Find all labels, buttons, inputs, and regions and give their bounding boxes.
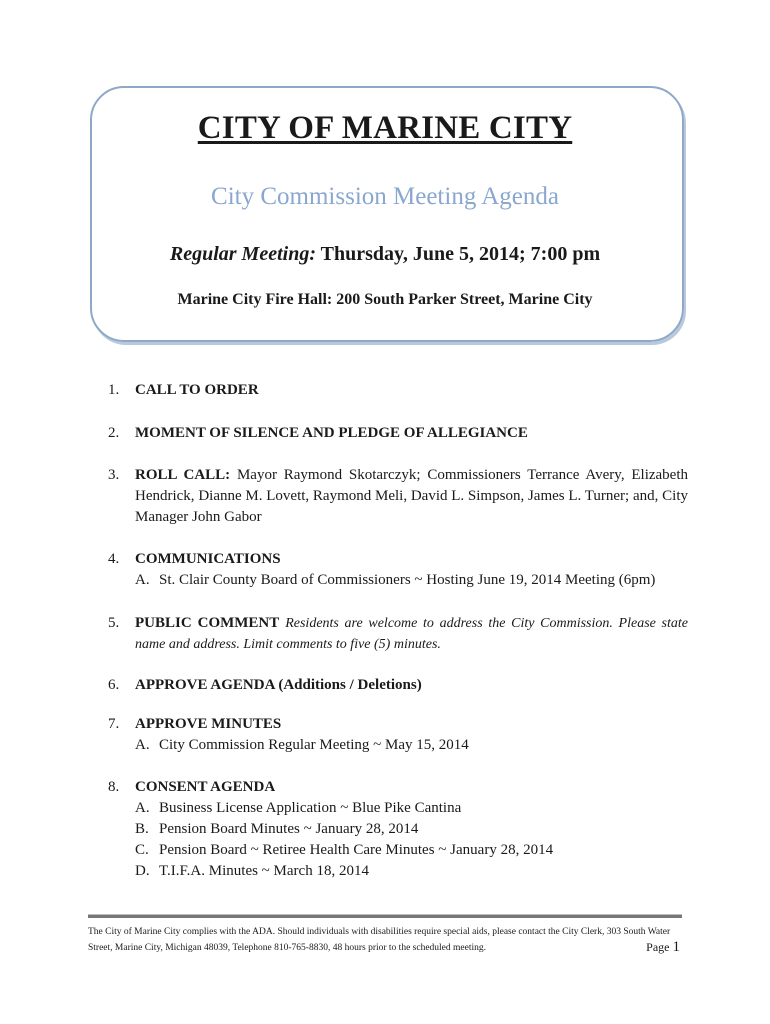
agenda-item-number: 8. xyxy=(108,779,120,795)
agenda-item-title: CONSENT AGENDA xyxy=(135,779,276,795)
sub-item-letter: B. xyxy=(135,821,149,837)
agenda-item-number: 6. xyxy=(108,677,120,693)
sub-item-letter: D. xyxy=(135,863,150,879)
sub-item-text: T.I.F.A. Minutes ~ March 18, 2014 xyxy=(159,863,369,879)
page-title: CITY OF MARINE CITY xyxy=(197,110,573,146)
agenda-item-consent-agenda xyxy=(108,777,688,882)
sub-item xyxy=(135,861,688,882)
sub-item-text: Pension Board Minutes ~ January 28, 2014 xyxy=(159,821,419,837)
agenda-item-public-comment xyxy=(108,613,688,655)
sub-item-text: Business License Application ~ Blue Pike Cantina xyxy=(159,800,462,816)
page-indicator xyxy=(646,939,680,956)
agenda-item-number: 7. xyxy=(108,716,120,732)
meeting-datetime: Thursday, June 5, 2014; 7:00 pm xyxy=(320,243,601,265)
agenda-item-note: Residents are welcome to address the City Commission. Please state name and address. Limit comments to five (5) minutes. xyxy=(135,616,689,652)
meeting-label: Regular Meeting: xyxy=(169,243,316,265)
agenda-item-title: COMMUNICATIONS xyxy=(135,551,281,567)
sub-item-text: City Commission Regular Meeting ~ May 15, 2014 xyxy=(159,737,469,753)
agenda-item-title: ROLL CALL: xyxy=(135,467,231,483)
sub-item xyxy=(135,840,688,861)
sub-item xyxy=(135,798,688,819)
sub-item-letter: A. xyxy=(135,572,150,588)
sub-item xyxy=(135,735,688,756)
agenda-item-title: APPROVE AGENDA (Additions / Deletions) xyxy=(135,677,422,693)
agenda-item-number: 4. xyxy=(108,551,120,567)
agenda-item-call-to-order xyxy=(108,380,688,401)
agenda-item-approve-agenda xyxy=(108,675,688,696)
sub-item-letter: C. xyxy=(135,842,149,858)
sub-item xyxy=(135,819,688,840)
meeting-info xyxy=(0,243,770,266)
sub-item-text: Pension Board ~ Retiree Health Care Minutes ~ January 28, 2014 xyxy=(159,842,554,858)
page-label: Page xyxy=(646,940,670,954)
agenda-item-title: MOMENT OF SILENCE AND PLEDGE OF ALLEGIANCE xyxy=(135,425,528,441)
footer-divider xyxy=(88,914,682,918)
meeting-location: Marine City Fire Hall: 200 South Parker Street, Marine City xyxy=(177,291,593,308)
page-number: 1 xyxy=(672,939,680,955)
agenda-item-title: PUBLIC COMMENT xyxy=(135,615,280,631)
sub-item-text: St. Clair County Board of Commissioners ~ Hosting June 19, 2014 Meeting (6pm) xyxy=(159,572,656,588)
agenda-item-text: Mayor Raymond Skotarczyk; Commissioners Terrance Avery, Elizabeth Hendrick, Dianne M. Lovett, Raymond Meli, David L. Simpson, James L. Turner; and, City Manager John Gabor xyxy=(135,467,689,525)
agenda-item-number: 1. xyxy=(108,382,120,398)
sub-item xyxy=(135,570,688,591)
agenda-item-communications xyxy=(108,549,688,591)
agenda-item-title: APPROVE MINUTES xyxy=(135,716,282,732)
agenda-item-title: CALL TO ORDER xyxy=(135,382,259,398)
agenda-item-pledge xyxy=(108,423,688,444)
agenda-subtitle: City Commission Meeting Agenda xyxy=(211,183,559,210)
ada-notice: The City of Marine City complies with the ADA. Should individuals with disabilities require special aids, please contact the City Clerk, 303 South Water Street, Marine City, Michigan 48039, Telephone 810-765-8830, 48 hours prior to the scheduled meeting. xyxy=(88,927,671,953)
sub-item-letter: A. xyxy=(135,800,150,816)
agenda-item-approve-minutes xyxy=(108,714,688,756)
sub-item-letter: A. xyxy=(135,737,150,753)
agenda-item-number: 5. xyxy=(108,615,120,631)
agenda-item-number: 2. xyxy=(108,425,120,441)
agenda-item-roll-call xyxy=(108,465,688,528)
agenda-item-number: 3. xyxy=(108,467,120,483)
